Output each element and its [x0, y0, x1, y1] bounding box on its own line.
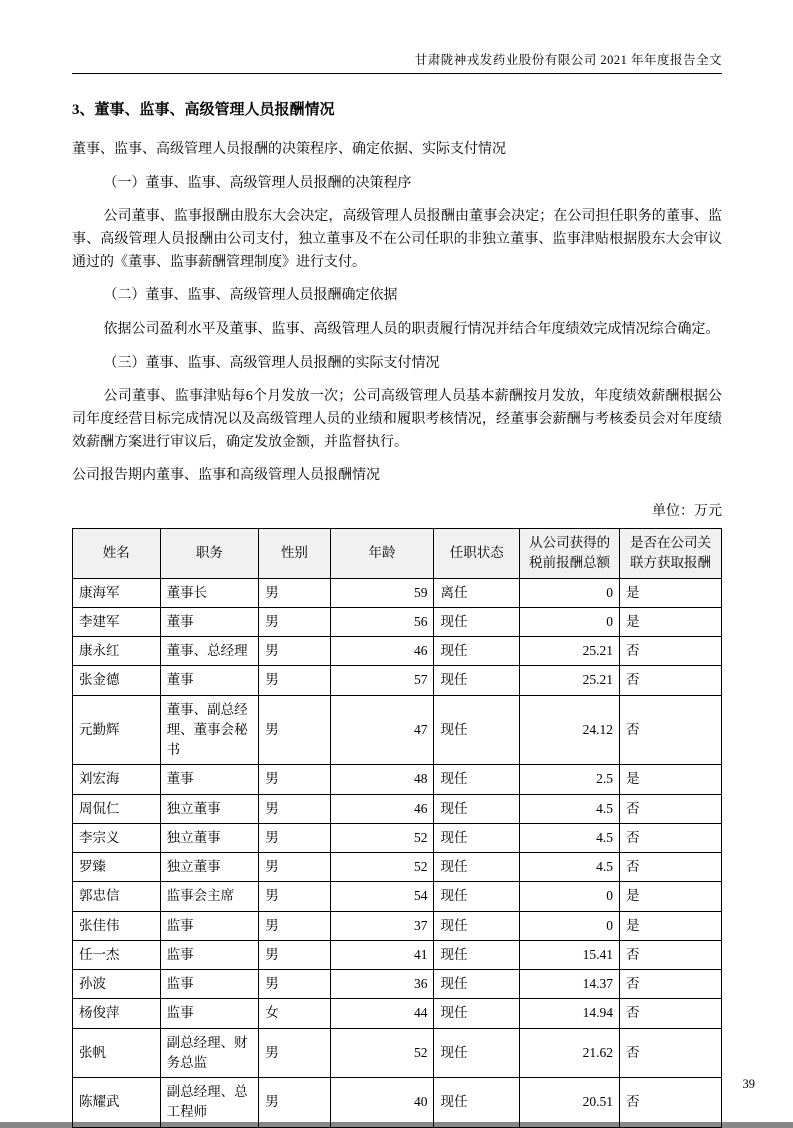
- cell-position: 副总经理、财务总监: [160, 1028, 259, 1078]
- cell-gender: 男: [259, 578, 330, 607]
- column-header-pay: 从公司获得的税前报酬总额: [520, 529, 620, 579]
- cell-age: 56: [330, 607, 434, 636]
- cell-age: 48: [330, 765, 434, 794]
- cell-name: 杨俊萍: [73, 999, 161, 1028]
- cell-position: 监事: [160, 970, 259, 999]
- cell-status: 现任: [434, 765, 520, 794]
- column-header-age: 年龄: [330, 529, 434, 579]
- cell-related: 否: [620, 1078, 722, 1128]
- document-content: [72, 98, 722, 1128]
- cell-related: 否: [620, 1028, 722, 1078]
- column-header-related: 是否在公司关联方获取报酬: [620, 529, 722, 579]
- cell-pay: 0: [520, 578, 620, 607]
- cell-age: 54: [330, 882, 434, 911]
- table-row: [73, 999, 722, 1028]
- table-header-row: [73, 529, 722, 579]
- table-row: [73, 823, 722, 852]
- cell-gender: 男: [259, 607, 330, 636]
- column-header-name: 姓名: [73, 529, 161, 579]
- cell-related: 是: [620, 911, 722, 940]
- cell-age: 41: [330, 940, 434, 969]
- cell-age: 57: [330, 666, 434, 695]
- cell-related: 否: [620, 695, 722, 765]
- cell-name: 李宗义: [73, 823, 161, 852]
- paragraph-subheading-2: （二）董事、监事、高级管理人员报酬确定依据: [103, 288, 398, 304]
- cell-gender: 男: [259, 970, 330, 999]
- cell-status: 现任: [434, 999, 520, 1028]
- cell-status: 现任: [434, 666, 520, 695]
- cell-name: 元勤辉: [73, 695, 161, 765]
- cell-status: 现任: [434, 940, 520, 969]
- cell-gender: 男: [259, 794, 330, 823]
- cell-gender: 男: [259, 695, 330, 765]
- cell-gender: 男: [259, 940, 330, 969]
- cell-age: 59: [330, 578, 434, 607]
- cell-age: 44: [330, 999, 434, 1028]
- cell-gender: 男: [259, 853, 330, 882]
- report-header: [72, 50, 722, 74]
- cell-related: 是: [620, 578, 722, 607]
- cell-gender: 男: [259, 1028, 330, 1078]
- cell-position: 监事会主席: [160, 882, 259, 911]
- cell-age: 46: [330, 794, 434, 823]
- table-row: [73, 607, 722, 636]
- cell-status: 现任: [434, 911, 520, 940]
- cell-related: 否: [620, 970, 722, 999]
- table-row: [73, 578, 722, 607]
- table-row: [73, 882, 722, 911]
- cell-gender: 男: [259, 765, 330, 794]
- report-header-title: 甘肃陇神戎发药业股份有限公司 2021 年年度报告全文: [414, 53, 722, 67]
- table-row: [73, 637, 722, 666]
- cell-related: 是: [620, 882, 722, 911]
- cell-gender: 男: [259, 823, 330, 852]
- cell-name: 孙波: [73, 970, 161, 999]
- cell-related: 否: [620, 637, 722, 666]
- cell-age: 52: [330, 1028, 434, 1078]
- cell-name: 张帆: [73, 1028, 161, 1078]
- cell-status: 现任: [434, 1028, 520, 1078]
- cell-status: 现任: [434, 1078, 520, 1128]
- cell-status: 离任: [434, 578, 520, 607]
- cell-position: 董事: [160, 666, 259, 695]
- cell-name: 罗臻: [73, 853, 161, 882]
- paragraph-subheading-1: （一）董事、监事、高级管理人员报酬的决策程序: [103, 175, 412, 191]
- table-row: [73, 794, 722, 823]
- cell-related: 否: [620, 794, 722, 823]
- table-row: [73, 970, 722, 999]
- cell-age: 52: [330, 823, 434, 852]
- cell-position: 董事: [160, 765, 259, 794]
- cell-pay: 14.37: [520, 970, 620, 999]
- paragraph-subheading-3: （三）董事、监事、高级管理人员报酬的实际支付情况: [103, 355, 440, 371]
- table-row: [73, 1028, 722, 1078]
- cell-age: 52: [330, 853, 434, 882]
- column-header-position: 职务: [160, 529, 259, 579]
- cell-name: 张金德: [73, 666, 161, 695]
- cell-pay: 4.5: [520, 823, 620, 852]
- cell-name: 郭忠信: [73, 882, 161, 911]
- cell-status: 现任: [434, 794, 520, 823]
- table-caption: 公司报告期内董事、监事和高级管理人员报酬情况: [72, 468, 380, 484]
- paragraph-body-3: 公司董事、监事津贴每6个月发放一次；公司高级管理人员基本薪酬按月发放，年度绩效薪酬根据公司年度经营目标完成情况以及高级管理人员的业绩和履职考核情况，经董事会薪酬与考核委员会对年度绩效薪酬方案进行审议后，确定发放金额，并监督执行。: [72, 389, 722, 450]
- cell-pay: 25.21: [520, 666, 620, 695]
- cell-status: 现任: [434, 823, 520, 852]
- cell-related: 否: [620, 940, 722, 969]
- cell-pay: 4.5: [520, 794, 620, 823]
- cell-name: 李建军: [73, 607, 161, 636]
- cell-status: 现任: [434, 695, 520, 765]
- table-row: [73, 695, 722, 765]
- cell-status: 现任: [434, 637, 520, 666]
- cell-name: 周侃仁: [73, 794, 161, 823]
- cell-related: 是: [620, 607, 722, 636]
- cell-pay: 24.12: [520, 695, 620, 765]
- page-number: 39: [742, 1077, 755, 1091]
- cell-age: 36: [330, 970, 434, 999]
- unit-label: 单位：万元: [652, 504, 722, 520]
- table-row: [73, 666, 722, 695]
- cell-position: 监事: [160, 940, 259, 969]
- cell-position: 董事、副总经理、董事会秘书: [160, 695, 259, 765]
- cell-gender: 男: [259, 911, 330, 940]
- cell-age: 40: [330, 1078, 434, 1128]
- cell-pay: 4.5: [520, 853, 620, 882]
- cell-pay: 0: [520, 607, 620, 636]
- section-title: 3、董事、监事、高级管理人员报酬情况: [72, 102, 335, 118]
- cell-name: 张佳伟: [73, 911, 161, 940]
- cell-status: 现任: [434, 882, 520, 911]
- cell-pay: 0: [520, 911, 620, 940]
- cell-status: 现任: [434, 607, 520, 636]
- cell-position: 董事长: [160, 578, 259, 607]
- compensation-table: [72, 528, 722, 1128]
- cell-gender: 男: [259, 1078, 330, 1128]
- cell-pay: 25.21: [520, 637, 620, 666]
- cell-status: 现任: [434, 970, 520, 999]
- cell-age: 37: [330, 911, 434, 940]
- column-header-status: 任职状态: [434, 529, 520, 579]
- cell-pay: 0: [520, 882, 620, 911]
- cell-position: 副总经理、总工程师: [160, 1078, 259, 1128]
- cell-age: 46: [330, 637, 434, 666]
- table-row: [73, 765, 722, 794]
- cell-position: 监事: [160, 911, 259, 940]
- cell-gender: 男: [259, 637, 330, 666]
- cell-related: 否: [620, 666, 722, 695]
- paragraph-body-2: 依据公司盈利水平及董事、监事、高级管理人员的职责履行情况并结合年度绩效完成情况综合确定。: [103, 322, 720, 338]
- cell-position: 独立董事: [160, 823, 259, 852]
- table-row: [73, 911, 722, 940]
- cell-position: 独立董事: [160, 794, 259, 823]
- cell-age: 47: [330, 695, 434, 765]
- paragraph-body-1: 公司董事、监事报酬由股东大会决定，高级管理人员报酬由董事会决定；在公司担任职务的董事、监事、高级管理人员报酬由公司支付，独立董事及不在公司任职的非独立董事、监事津贴根据股东大会审议通过的《董事、监事薪酬管理制度》进行支付。: [72, 209, 722, 270]
- cell-name: 陈耀武: [73, 1078, 161, 1128]
- table-row: [73, 853, 722, 882]
- cell-name: 康海军: [73, 578, 161, 607]
- cell-status: 现任: [434, 853, 520, 882]
- cell-pay: 20.51: [520, 1078, 620, 1128]
- cell-related: 否: [620, 999, 722, 1028]
- table-row: [73, 940, 722, 969]
- cell-gender: 女: [259, 999, 330, 1028]
- cell-pay: 14.94: [520, 999, 620, 1028]
- column-header-gender: 性别: [259, 529, 330, 579]
- table-row: [73, 1078, 722, 1128]
- cell-related: 否: [620, 823, 722, 852]
- cell-name: 任一杰: [73, 940, 161, 969]
- cell-position: 董事、总经理: [160, 637, 259, 666]
- cell-pay: 21.62: [520, 1028, 620, 1078]
- cell-position: 独立董事: [160, 853, 259, 882]
- cell-gender: 男: [259, 666, 330, 695]
- cell-position: 监事: [160, 999, 259, 1028]
- paragraph-intro: 董事、监事、高级管理人员报酬的决策程序、确定依据、实际支付情况: [72, 142, 506, 157]
- cell-name: 刘宏海: [73, 765, 161, 794]
- cell-name: 康永红: [73, 637, 161, 666]
- compensation-table-body: [73, 578, 722, 1127]
- cell-related: 否: [620, 853, 722, 882]
- cell-pay: 2.5: [520, 765, 620, 794]
- cell-pay: 15.41: [520, 940, 620, 969]
- cell-position: 董事: [160, 607, 259, 636]
- compensation-table-head: [73, 529, 722, 579]
- cell-related: 是: [620, 765, 722, 794]
- cell-gender: 男: [259, 882, 330, 911]
